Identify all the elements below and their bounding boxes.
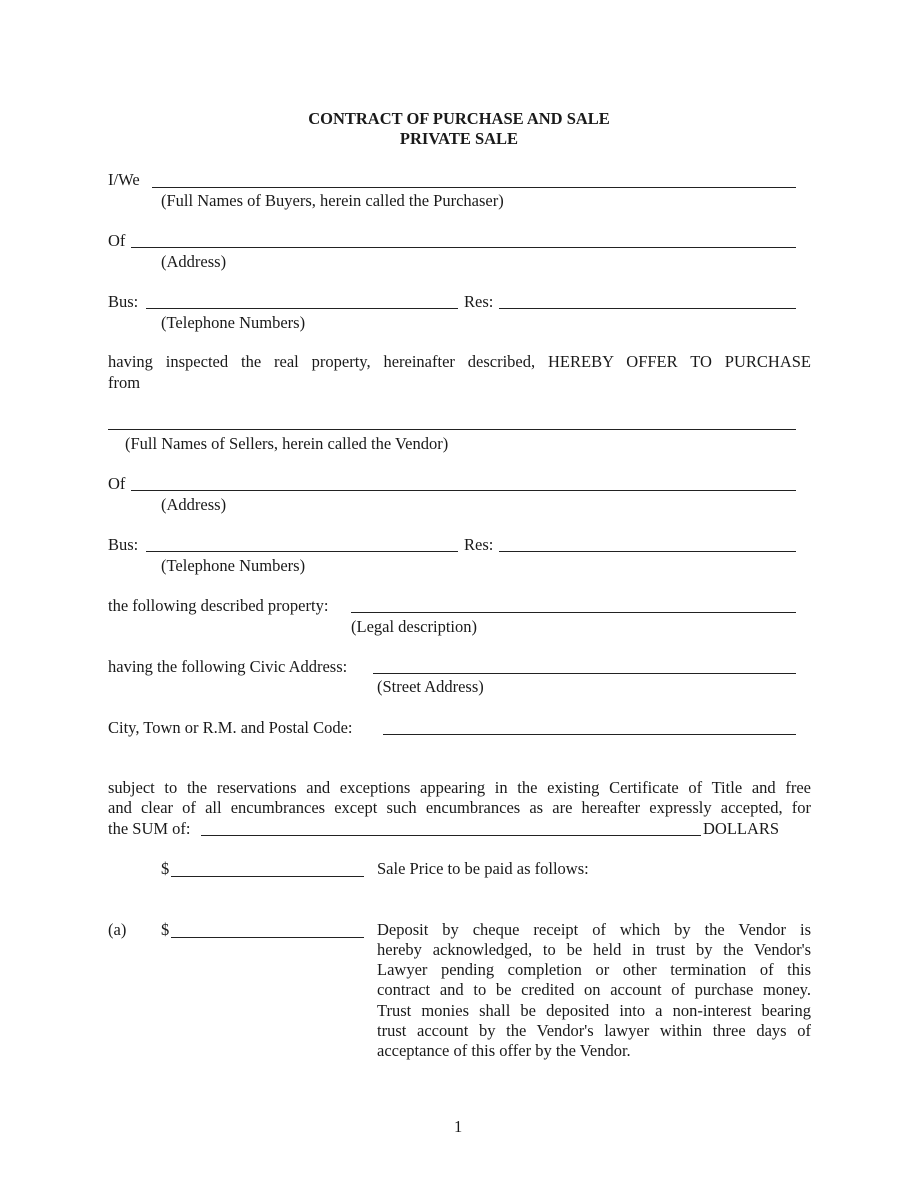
deposit-amount-line[interactable]	[171, 937, 364, 938]
deposit-currency: $	[161, 920, 170, 939]
page-number: 1	[454, 1117, 463, 1136]
buyers-res-phone-line[interactable]	[499, 308, 796, 309]
buyers-name-line[interactable]	[152, 187, 796, 188]
sellers-address-line[interactable]	[131, 490, 796, 491]
sale-price-text: Sale Price to be paid as follows:	[377, 859, 589, 878]
civic-address-caption: (Street Address)	[377, 677, 484, 696]
property-caption: (Legal description)	[351, 617, 477, 636]
buyers-phone-caption: (Telephone Numbers)	[161, 313, 306, 332]
sale-price-amount-line[interactable]	[171, 876, 364, 877]
deposit-text-line: contract and to be credited on account of purchase money.	[377, 980, 811, 999]
offer-text-line2: from	[108, 373, 141, 392]
property-label: the following described property:	[108, 596, 329, 615]
subject-line1: subject to the reservations and exceptions appearing in the existing Certificate of Title and free	[108, 778, 811, 797]
sum-amount-line[interactable]	[201, 835, 701, 836]
city-postal-line[interactable]	[383, 734, 796, 735]
civic-address-label: having the following Civic Address:	[108, 657, 348, 676]
sellers-address-caption: (Address)	[161, 495, 227, 514]
deposit-text-line: Deposit by cheque receipt of which by the Vendor is	[377, 920, 811, 939]
deposit-item-label: (a)	[108, 920, 127, 939]
deposit-text-line: hereby acknowledged, to be held in trust by the Vendor's	[377, 940, 811, 959]
sellers-res-phone-line[interactable]	[499, 551, 796, 552]
document-subtitle: PRIVATE SALE	[399, 129, 519, 148]
buyers-address-label: Of	[108, 231, 126, 250]
deposit-text-line: Trust monies shall be deposited into a non-interest bearing	[377, 1001, 811, 1020]
buyers-bus-phone-line[interactable]	[146, 308, 458, 309]
deposit-text-line: trust account by the Vendor's lawyer within three days of	[377, 1021, 811, 1040]
deposit-text-line: acceptance of this offer by the Vendor.	[377, 1041, 631, 1060]
buyers-address-caption: (Address)	[161, 252, 227, 271]
sellers-name-line[interactable]	[108, 429, 796, 430]
buyers-label: I/We	[108, 170, 140, 189]
offer-text-line1: having inspected the real property, hereinafter described, HEREBY OFFER TO PURCHASE	[108, 352, 811, 371]
sellers-caption: (Full Names of Sellers, herein called the Vendor)	[125, 434, 449, 453]
sellers-phone-caption: (Telephone Numbers)	[161, 556, 306, 575]
dollars-label: DOLLARS	[703, 819, 780, 838]
document-title: CONTRACT OF PURCHASE AND SALE	[308, 109, 610, 128]
property-description-line[interactable]	[351, 612, 796, 613]
buyers-res-label: Res:	[464, 292, 494, 311]
sellers-bus-phone-line[interactable]	[146, 551, 458, 552]
sellers-address-label: Of	[108, 474, 126, 493]
city-postal-label: City, Town or R.M. and Postal Code:	[108, 718, 353, 737]
deposit-text-line: Lawyer pending completion or other termination of this	[377, 960, 811, 979]
buyers-address-line[interactable]	[131, 247, 796, 248]
civic-address-line[interactable]	[373, 673, 796, 674]
sellers-res-label: Res:	[464, 535, 494, 554]
sellers-bus-label: Bus:	[108, 535, 139, 554]
sum-label: the SUM of:	[108, 819, 191, 838]
subject-line2: and clear of all encumbrances except such encumbrances as are hereafter expressly accepted, for	[108, 798, 811, 817]
sale-price-currency: $	[161, 859, 170, 878]
buyers-bus-label: Bus:	[108, 292, 139, 311]
buyers-caption: (Full Names of Buyers, herein called the Purchaser)	[161, 191, 504, 210]
